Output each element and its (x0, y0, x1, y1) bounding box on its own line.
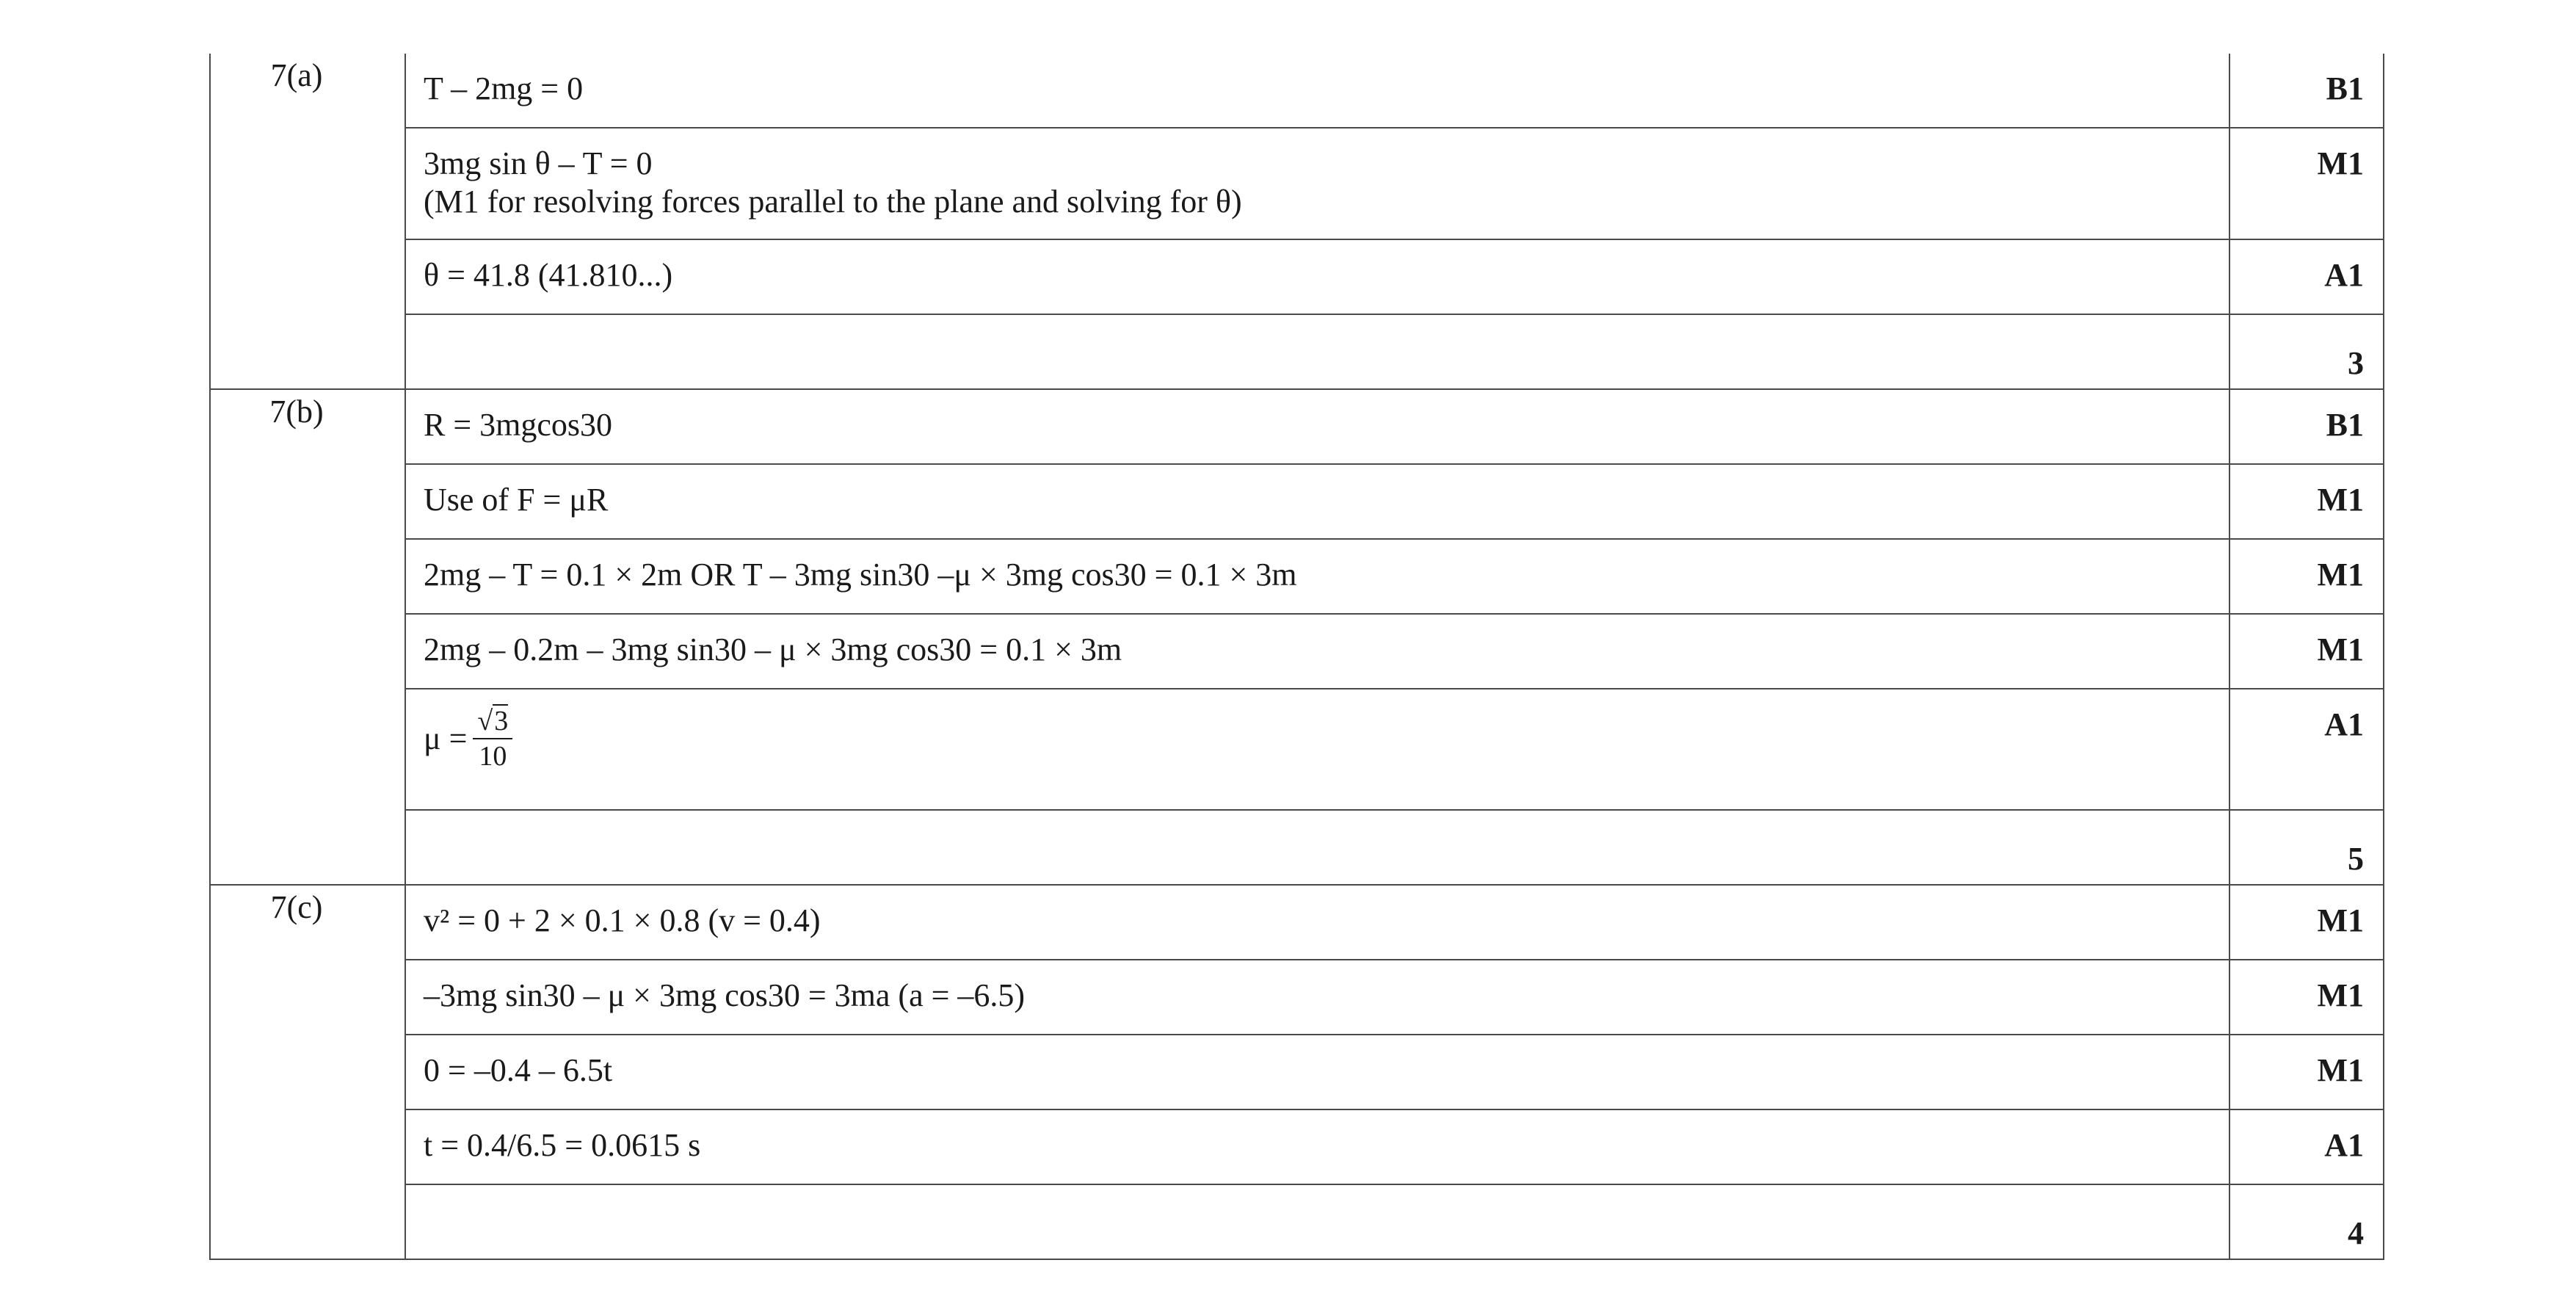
answer-cell (405, 389, 2229, 464)
question-number-cell (210, 389, 405, 885)
table-row (210, 960, 2384, 1035)
mark-code: M1 (2317, 631, 2364, 667)
answer-text: T – 2mg = 0 (424, 70, 584, 106)
table-row (210, 1109, 2384, 1184)
mark-code: A1 (2324, 706, 2364, 742)
mark-cell (2229, 960, 2384, 1035)
mark-code: M1 (2317, 145, 2364, 181)
mark-code: M1 (2317, 557, 2364, 593)
mark-cell (2229, 464, 2384, 539)
answer-cell (405, 1035, 2229, 1109)
answer-text: 3mg sin θ – T = 0 (424, 145, 653, 181)
mark-code: M1 (2317, 902, 2364, 938)
table-row (210, 539, 2384, 614)
answer-cell (405, 314, 2229, 389)
fraction-denominator: 10 (479, 741, 507, 772)
question-number-cell (210, 885, 405, 1259)
total-marks: 5 (2348, 841, 2364, 877)
table-row (210, 614, 2384, 689)
mark-code: A1 (2324, 1127, 2364, 1163)
table-row (210, 239, 2384, 314)
answer-note: (M1 for resolving forces parallel to the plane and solving for θ) (424, 184, 1242, 220)
answer-cell (405, 885, 2229, 960)
answer-cell (405, 689, 2229, 810)
answer-cell (405, 960, 2229, 1035)
table-row (210, 389, 2384, 464)
answer-text (424, 1185, 2229, 1201)
answer-text: 0 = –0.4 – 6.5t (424, 1052, 613, 1088)
question-number: 7(b) (269, 394, 324, 430)
mark-code: B1 (2326, 70, 2364, 106)
mark-cell (2229, 54, 2384, 128)
mark-code: M1 (2317, 977, 2364, 1013)
answer-cell (405, 54, 2229, 128)
mark-cell (2229, 1035, 2384, 1109)
mark-cell (2229, 810, 2384, 885)
answer-cell (405, 239, 2229, 314)
answer-text: v² = 0 + 2 × 0.1 × 0.8 (v = 0.4) (424, 902, 821, 938)
answer-cell (405, 539, 2229, 614)
mark-code: M1 (2317, 1052, 2364, 1088)
answer-text: t = 0.4/6.5 = 0.0615 s (424, 1127, 701, 1163)
answer-cell (405, 1184, 2229, 1259)
mark-cell (2229, 1184, 2384, 1259)
fraction-lhs: μ = (424, 720, 468, 756)
answer-text: R = 3mgcos30 (424, 407, 613, 443)
question-number-cell (210, 54, 405, 389)
answer-text: 2mg – 0.2m – 3mg sin30 – μ × 3mg cos30 = 0.1 × 3m (424, 631, 1122, 667)
answer-text: 2mg – T = 0.1 × 2m OR T – 3mg sin30 –μ × 3mg cos30 = 0.1 × 3m (424, 557, 1297, 593)
question-number: 7(a) (270, 57, 323, 93)
fraction (473, 704, 512, 773)
question-number: 7(c) (270, 889, 323, 925)
mark-code: B1 (2326, 407, 2364, 443)
table-row (210, 810, 2384, 885)
answer-cell (405, 810, 2229, 885)
mark-cell (2229, 239, 2384, 314)
answer-text (424, 315, 2229, 331)
mark-scheme-table (209, 54, 2384, 1260)
mark-cell (2229, 539, 2384, 614)
table-row (210, 128, 2384, 239)
table-row (210, 1035, 2384, 1109)
mark-cell (2229, 389, 2384, 464)
table-row (210, 689, 2384, 810)
mark-cell (2229, 128, 2384, 239)
mark-cell (2229, 314, 2384, 389)
mark-cell (2229, 689, 2384, 810)
sqrt-argument: 3 (494, 706, 509, 736)
sqrt-icon: √ (477, 706, 493, 736)
fraction-numerator (473, 704, 512, 739)
answer-text: θ = 41.8 (41.810...) (424, 257, 673, 293)
mark-code: A1 (2324, 257, 2364, 293)
total-marks: 4 (2348, 1215, 2364, 1251)
table-row (210, 464, 2384, 539)
mark-cell (2229, 1109, 2384, 1184)
fraction-expression (424, 689, 2229, 773)
table-row (210, 314, 2384, 389)
answer-cell (405, 464, 2229, 539)
answer-cell (405, 614, 2229, 689)
answer-text (424, 811, 2229, 827)
table-row (210, 885, 2384, 960)
total-marks: 3 (2348, 345, 2364, 381)
table-row (210, 1184, 2384, 1259)
answer-text: –3mg sin30 – μ × 3mg cos30 = 3ma (a = –6.5) (424, 977, 1026, 1013)
answer-cell (405, 1109, 2229, 1184)
mark-cell (2229, 885, 2384, 960)
table-row (210, 54, 2384, 128)
answer-text: Use of F = μR (424, 482, 609, 518)
answer-cell (405, 128, 2229, 239)
mark-code: M1 (2317, 482, 2364, 518)
mark-cell (2229, 614, 2384, 689)
